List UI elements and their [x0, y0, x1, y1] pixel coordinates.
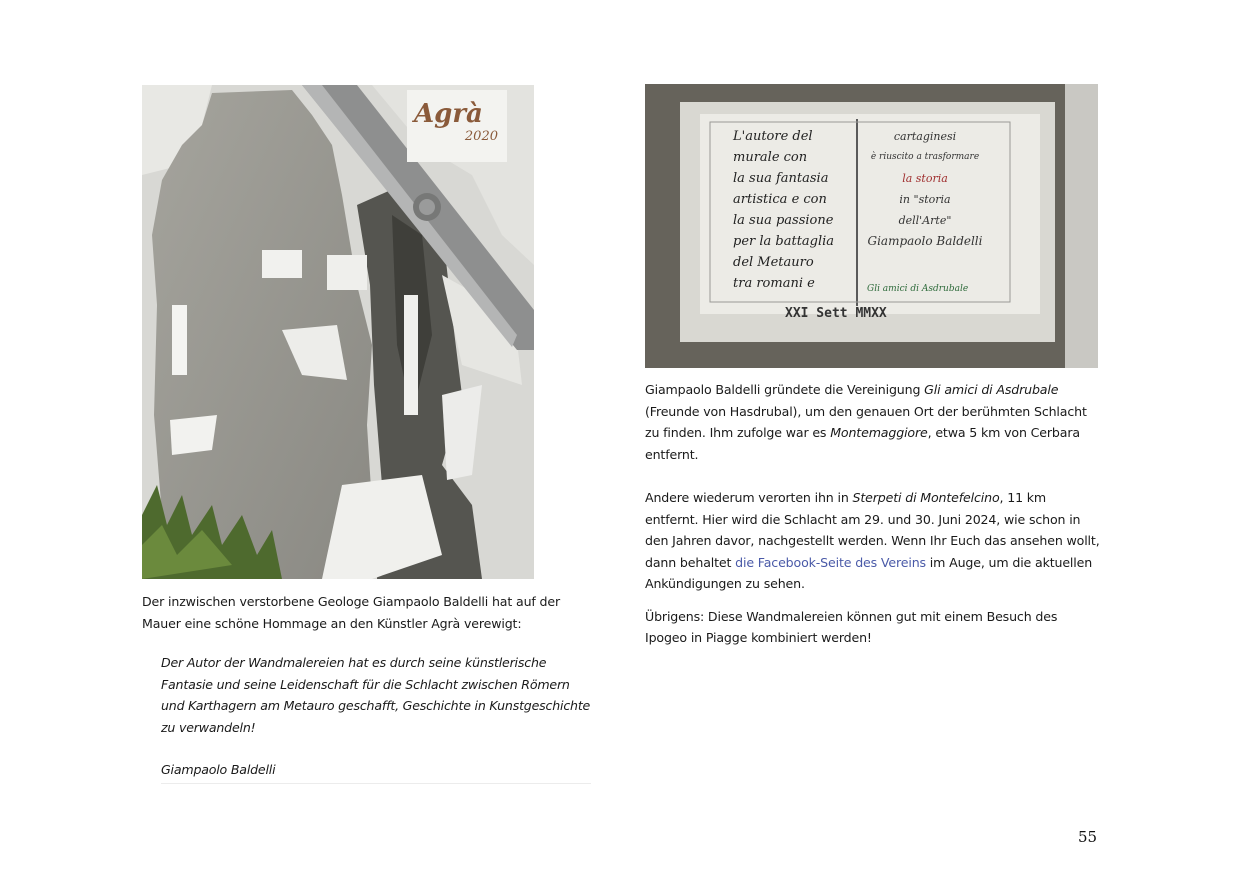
plaque-line: per la battaglia: [733, 234, 835, 249]
plaque-line: è riuscito a trasformare: [870, 152, 980, 162]
quote-line: Fantasie und seine Leidenschaft für die Schlacht zwischen Römern: [161, 676, 570, 692]
association-name: Gli amici di Asdrubale: [924, 382, 1059, 397]
plaque-line: la sua passione: [733, 213, 834, 228]
quote-line: Der Autor der Wandmalereien hat es durch seine künstlerische: [161, 655, 547, 670]
right-column: [645, 84, 1103, 649]
para2-text: , 11 km entfernt. Hier wird die Schlacht am 29. und 30. Juni 2024, wie schon in den Jahren davor, nachgestellt werden. Wenn Ihr Euch das ansehen wollt, dann behaltet: [645, 490, 1100, 570]
plaque-signature: Gli amici di Asdrubale: [867, 284, 969, 294]
plaque-line: artistica e con: [733, 192, 827, 207]
right-paragraph-2: [645, 487, 1103, 595]
para2-text: Andere wiederum verorten ihn in: [645, 490, 853, 505]
plaque-line: del Metauro: [733, 255, 814, 270]
right-paragraph-3: Übrigens: Diese Wandmalereien können gut mit einem Besuch des Ipogeo in Piagge kombiniert werden!: [645, 608, 1058, 645]
page-number: 55: [1078, 828, 1098, 846]
baldelli-quote: [161, 652, 591, 784]
quote-author: Giampaolo Baldelli: [161, 762, 276, 777]
wall-mural-image: [142, 85, 534, 579]
sign-text-top: Agrà: [414, 99, 483, 129]
plaque-date: XXI Sett MMXX: [785, 306, 887, 321]
plaque-line: Giampaolo Baldelli: [867, 234, 983, 248]
wall-mural-photo: [142, 85, 534, 579]
plaque-line: la sua fantasia: [733, 171, 829, 186]
plaque-line: dell'Arte": [898, 214, 952, 227]
plaque-left-page: [733, 126, 853, 294]
place-sterpeti: Sterpeti di Montefelcino: [852, 490, 1000, 505]
plaque-line: tra romani e: [733, 276, 815, 291]
memorial-plaque-photo: [645, 84, 1098, 368]
quote-line: zu verwandeln!: [161, 719, 256, 735]
sign-text-bottom: 2020: [464, 129, 498, 144]
quote-line: und Karthagern am Metauro geschafft, Geschichte in Kunstgeschichte: [161, 698, 591, 713]
left-caption: Der inzwischen verstorbene Geologe Giampaolo Baldelli hat auf der Mauer eine schöne Hommage an den Künstler Agrà verewigt:: [142, 594, 561, 631]
para1-text: , etwa 5 km von Cerbara entfernt.: [645, 425, 1080, 462]
plaque-right-page: [860, 126, 990, 252]
para2-text: im Auge, um die aktuellen Ankündigungen zu sehen.: [645, 554, 1093, 591]
plaque-line: in "storia: [899, 193, 951, 206]
plaque-line: murale con: [733, 150, 808, 165]
plaque-line: la storia: [902, 172, 948, 185]
facebook-page-link[interactable]: die Facebook-Seite des Vereins: [735, 554, 926, 570]
place-montemaggiore: Montemaggiore: [830, 425, 928, 440]
para1-text: Giampaolo Baldelli gründete die Vereinigung: [645, 382, 925, 397]
sign-text: [414, 99, 504, 144]
plaque-line: cartaginesi: [893, 130, 957, 143]
right-paragraph-1: [645, 379, 1103, 465]
para1-text: (Freunde von Hasdrubal), um den genauen Ort der berühmten Schlacht zu finden. Ihm zufolge war es: [645, 403, 1087, 440]
plaque-line: L'autore del: [733, 129, 813, 144]
left-column: [142, 85, 592, 784]
